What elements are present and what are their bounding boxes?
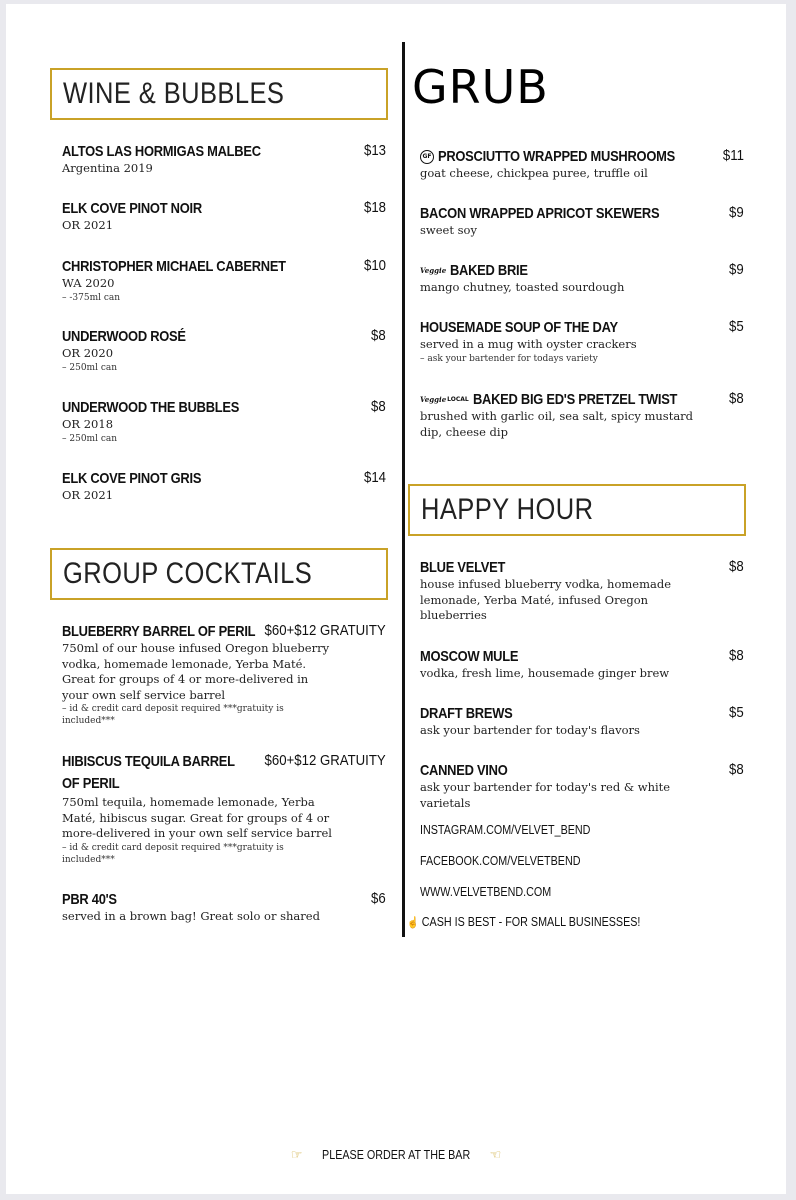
cocktail-name: PBR 40'S (62, 891, 117, 908)
grub-price: $9 (729, 204, 744, 221)
wine-section-title: WINE & BUBBLES (50, 68, 388, 120)
happy-item (420, 557, 744, 624)
grub-desc: mango chutney, toasted sourdough (420, 280, 625, 294)
wine-name: CHRISTOPHER MICHAEL CABERNET (62, 258, 286, 275)
website-link[interactable]: WWW.VELVETBEND.COM (420, 885, 552, 899)
wine-origin: OR 2020 (62, 346, 114, 360)
column-divider (402, 42, 405, 937)
veggie-icon: Veggie (420, 395, 447, 404)
cocktail-desc: 750ml tequila, homemade lemonade, Yerba Maté, hibiscus sugar. Great for groups of 4 or more-delivered in your own self service barrel (62, 795, 332, 840)
wine-price: $13 (363, 142, 386, 159)
facebook-link[interactable]: FACEBOOK.COM/VELVETBEND (420, 854, 581, 868)
wine-origin: Argentina 2019 (62, 161, 153, 175)
happy-desc: ask your bartender for today's red & white varietals (420, 780, 671, 810)
grub-name: PROSCIUTTO WRAPPED MUSHROOMS (438, 148, 675, 165)
cocktail-name: HIBISCUS TEQUILA BARREL OF PERIL (62, 753, 235, 792)
cocktail-desc: 750ml of our house infused Oregon blueberry vodka, homemade lemonade, Yerba Maté. Great for groups of 4 or more-delivered in your own self service barrel (62, 641, 330, 702)
wine-price: $8 (371, 327, 386, 344)
grub-item (420, 260, 744, 296)
wine-item (62, 468, 386, 504)
happy-price: $5 (729, 704, 744, 721)
wine-origin: OR 2021 (62, 488, 114, 502)
wine-name: UNDERWOOD ROSÉ (62, 328, 186, 345)
instagram-link[interactable]: INSTAGRAM.COM/VELVET_BEND (420, 823, 591, 837)
wine-item (62, 326, 386, 374)
cocktail-note: – id & credit card deposit required ***gratuity is included*** (62, 704, 284, 726)
grub-desc: brushed with garlic oil, sea salt, spicy mustard dip, cheese dip (420, 409, 694, 439)
grub-name: BAKED BRIE (450, 262, 528, 279)
footer (6, 1147, 786, 1163)
happy-name: BLUE VELVET (420, 559, 506, 576)
grub-item (420, 146, 744, 182)
cocktail-item (62, 751, 386, 866)
pointing-hand-icon: ☜ (489, 1147, 502, 1162)
gluten-free-icon: GF (420, 150, 434, 164)
hand-icon: ☝ (407, 917, 419, 929)
wine-name: ELK COVE PINOT GRIS (62, 470, 202, 487)
wine-note: – 250ml can (62, 362, 118, 373)
happy-desc: vodka, fresh lime, housemade ginger brew (420, 666, 670, 680)
wine-origin: OR 2018 (62, 417, 114, 431)
grub-name: HOUSEMADE SOUP OF THE DAY (420, 319, 618, 336)
footer-text: PLEASE ORDER AT THE BAR (321, 1148, 471, 1162)
happy-section-title: HAPPY HOUR (408, 484, 746, 536)
happy-desc: house infused blueberry vodka, homemade lemonade, Yerba Maté, infused Oregon blueberries (420, 577, 672, 622)
wine-item (62, 141, 386, 177)
grub-name: BAKED BIG ED'S PRETZEL TWIST (472, 391, 677, 408)
happy-desc: ask your bartender for today's flavors (420, 723, 640, 737)
wine-name: ALTOS LAS HORMIGAS MALBEC (62, 143, 261, 160)
happy-price: $8 (729, 558, 744, 575)
grub-item (420, 389, 744, 440)
cash-note: ☝ CASH IS BEST - FOR SMALL BUSINESSES! (407, 915, 641, 929)
menu-page (6, 4, 786, 1194)
grub-desc: served in a mug with oyster crackers (420, 337, 637, 351)
happy-name: CANNED VINO (420, 762, 508, 779)
cocktail-price: $60+$12 GRATUITY (264, 752, 386, 769)
wine-price: $18 (363, 199, 386, 216)
grub-price: $8 (729, 390, 744, 407)
wine-price: $8 (371, 398, 386, 415)
grub-name: BACON WRAPPED APRICOT SKEWERS (420, 205, 660, 222)
grub-price: $5 (729, 318, 744, 335)
grub-note: – ask your bartender for todays variety (420, 353, 598, 364)
grub-section-title: GRUB (412, 60, 549, 114)
cocktail-item (62, 889, 386, 925)
happy-price: $8 (729, 647, 744, 664)
happy-item (420, 646, 744, 682)
grub-price: $9 (729, 261, 744, 278)
wine-name: ELK COVE PINOT NOIR (62, 200, 202, 217)
wine-item (62, 256, 386, 304)
pointing-hand-icon: ☞ (290, 1147, 303, 1162)
wine-origin: WA 2020 (62, 276, 115, 290)
cocktail-desc: served in a brown bag! Great solo or shared (62, 909, 320, 923)
wine-price: $10 (363, 257, 386, 274)
wine-note: – -375ml can (62, 292, 121, 303)
happy-price: $8 (729, 761, 744, 778)
wine-origin: OR 2021 (62, 218, 114, 232)
local-icon: LOCAL (447, 396, 469, 403)
happy-name: MOSCOW MULE (420, 648, 519, 665)
happy-item (420, 703, 744, 739)
cocktail-price: $6 (371, 890, 386, 907)
grub-item (420, 317, 744, 365)
happy-item (420, 760, 744, 811)
wine-item (62, 397, 386, 445)
grub-item (420, 203, 744, 239)
happy-name: DRAFT BREWS (420, 705, 513, 722)
cocktail-item (62, 621, 386, 727)
wine-note: – 250ml can (62, 433, 118, 444)
wine-price: $14 (363, 469, 386, 486)
cocktail-price: $60+$12 GRATUITY (264, 622, 386, 639)
cocktails-section-title: GROUP COCKTAILS (50, 548, 388, 600)
veggie-icon: Veggie (420, 266, 447, 275)
grub-desc: sweet soy (420, 223, 477, 237)
cocktail-name: BLUEBERRY BARREL OF PERIL (62, 623, 256, 640)
grub-desc: goat cheese, chickpea puree, truffle oil (420, 166, 648, 180)
grub-price: $11 (722, 147, 744, 164)
wine-name: UNDERWOOD THE BUBBLES (62, 399, 240, 416)
wine-item (62, 198, 386, 234)
cocktail-note: – id & credit card deposit required ***gratuity is included*** (62, 842, 284, 865)
